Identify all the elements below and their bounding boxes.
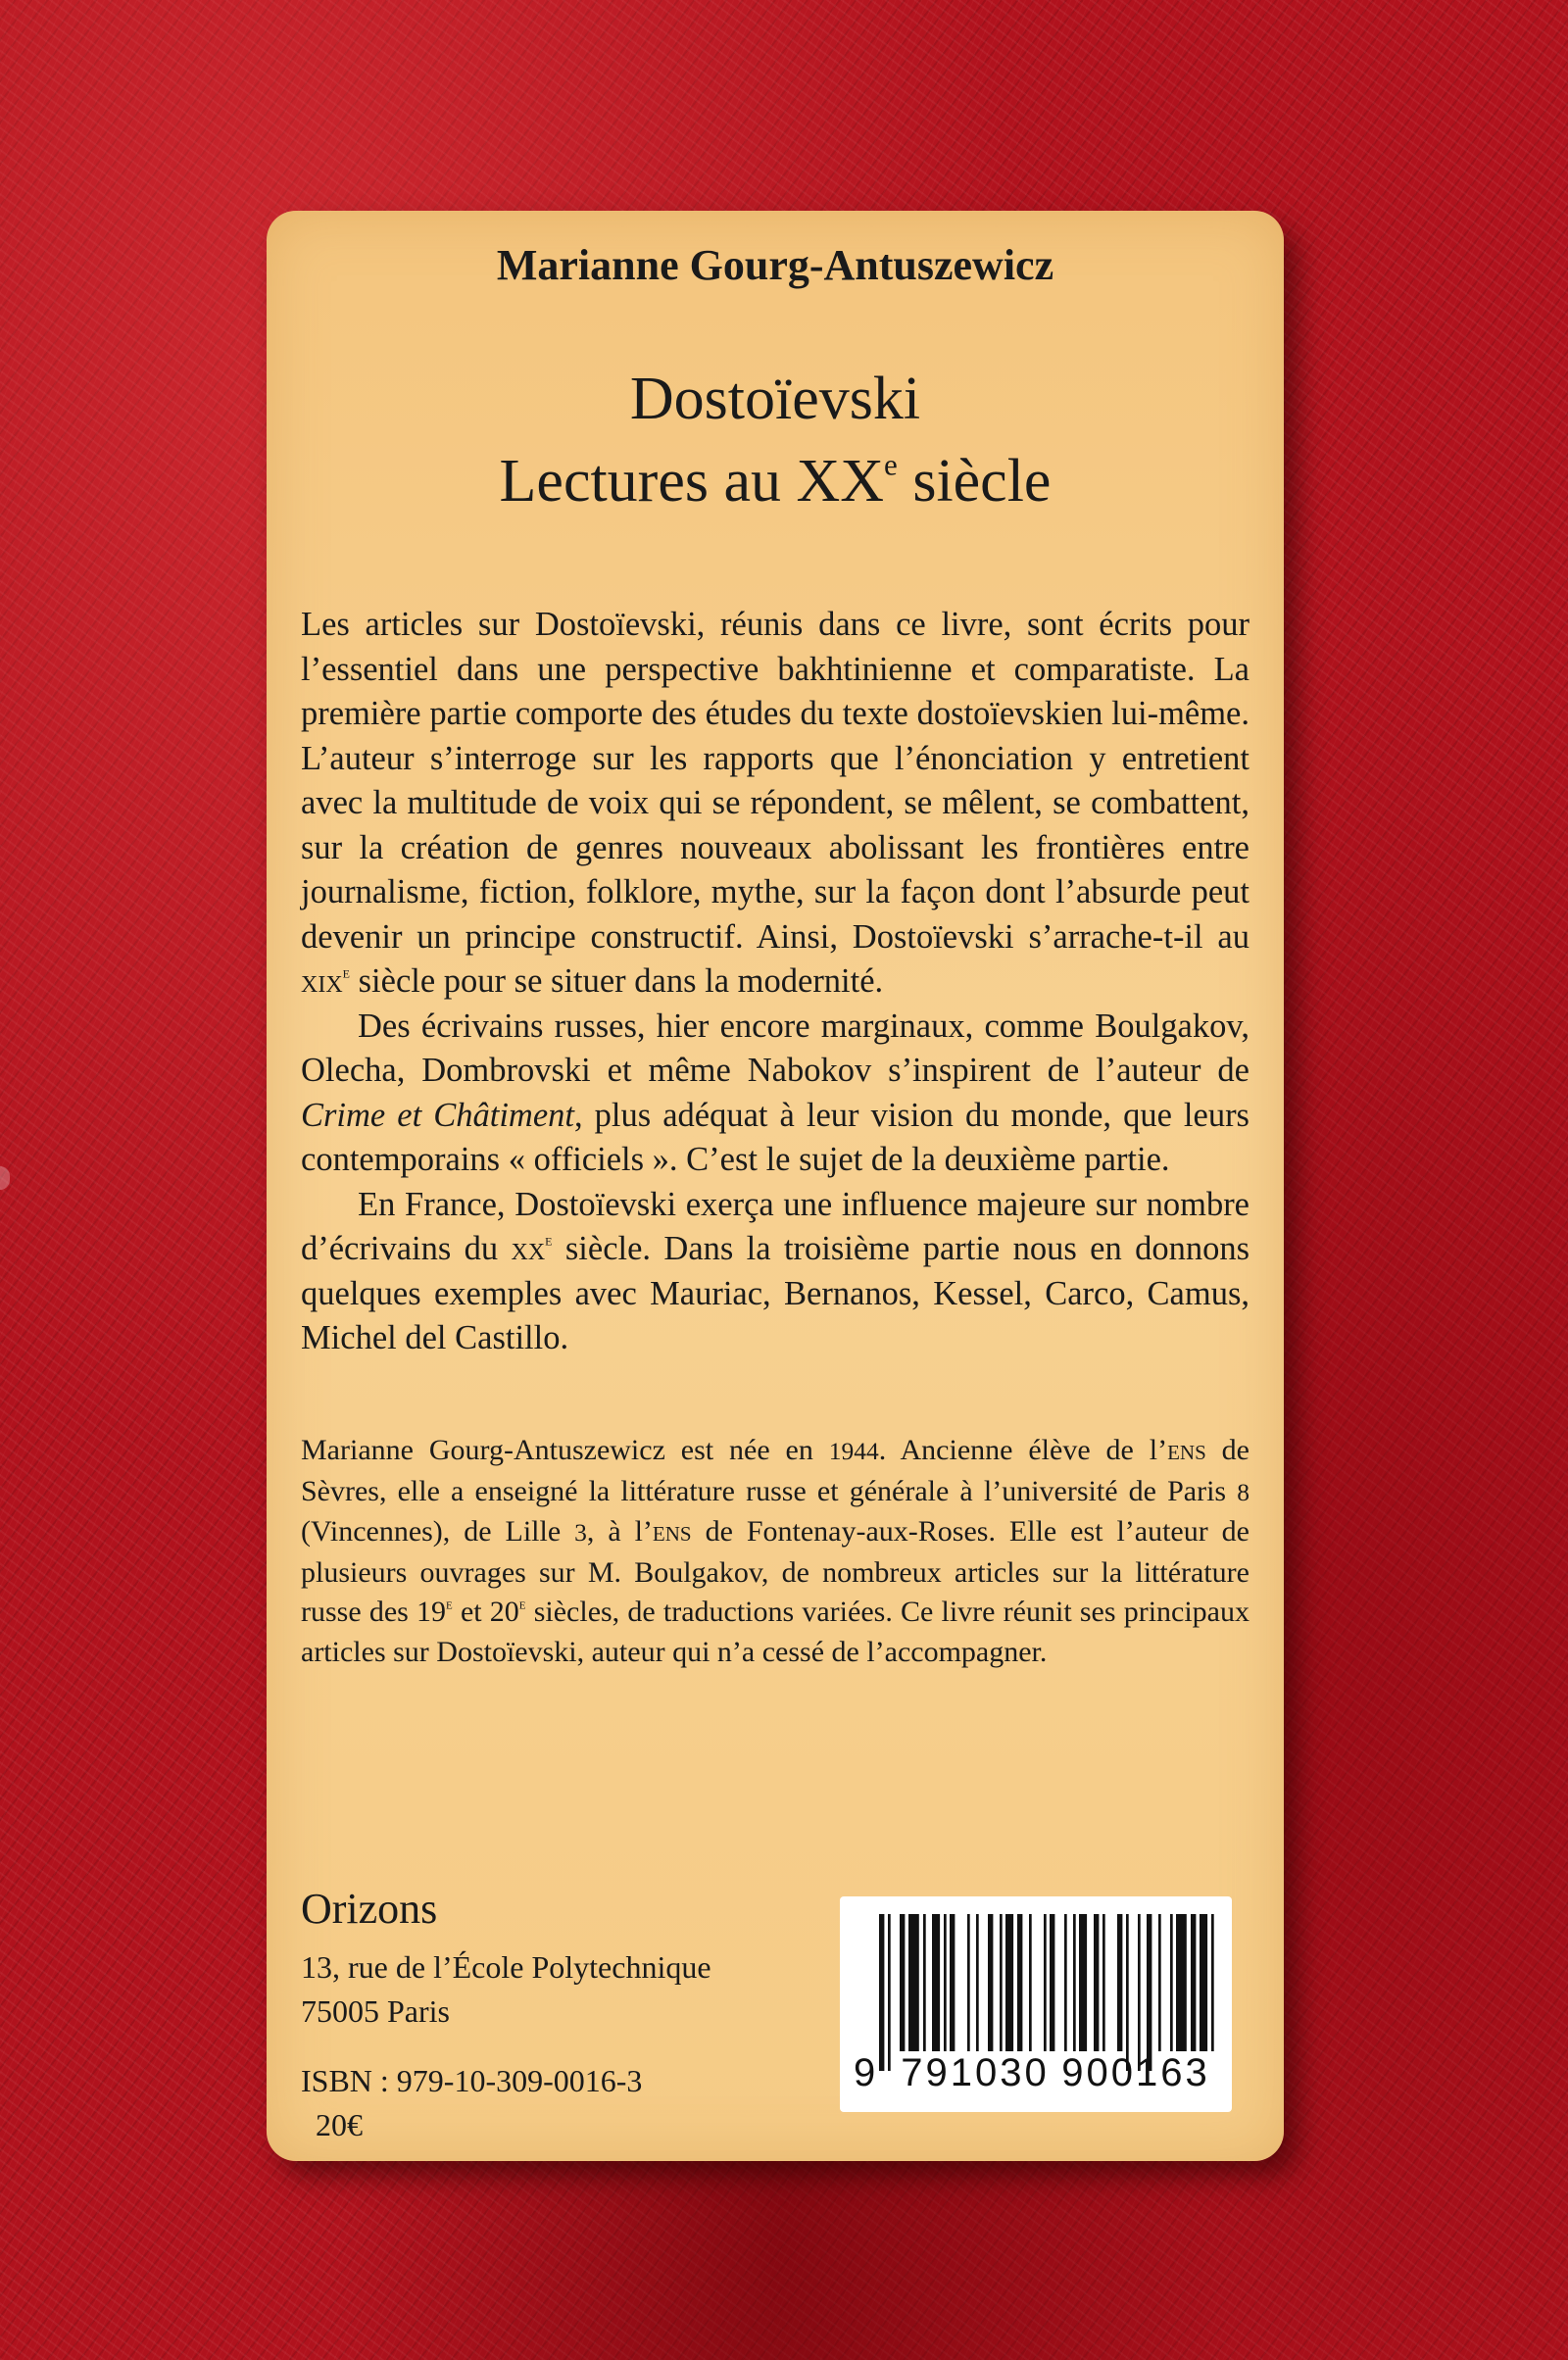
bio-text-g: et — [452, 1596, 490, 1628]
barcode-bar — [1005, 1914, 1013, 2051]
title-superscript: e — [884, 447, 898, 482]
summary-p3-text-b: siècle. Dans la troisième partie nous en donnons quelques exemples avec Mauriac, Bernanos, Kessel, Carco, Camus, Michel del Castillo. — [301, 1230, 1250, 1356]
bio-ens-1: ens — [1167, 1434, 1206, 1466]
summary-paragraph-1 — [301, 603, 1250, 1005]
barcode-bar — [1102, 1914, 1105, 2051]
publisher-name: Orizons — [301, 1885, 438, 1933]
bio-text-c: de Sèvres, elle a enseigné la littérature russe et générale à l’université de Paris — [301, 1434, 1250, 1507]
summary-p2-text-b: , plus adéquat à leur vision du monde, que leurs contemporains « officiels ». C’est le sujet de la deuxième partie. — [301, 1096, 1250, 1178]
back-cover-panel — [267, 211, 1284, 2161]
summary-p3-text-a: En France, Dostoïevski exerça une influence majeure sur nombre d’écrivains du — [301, 1185, 1250, 1267]
bio-20th — [490, 1596, 526, 1628]
barcode-bar — [1044, 1914, 1047, 2051]
barcode-bar — [1158, 1914, 1161, 2051]
barcode-bar — [900, 1914, 905, 2051]
author-name: Marianne Gourg-Antuszewicz — [496, 241, 1054, 289]
bio-text-b: . Ancienne élève de l’ — [878, 1434, 1168, 1466]
bio-text-e: , à l’ — [586, 1515, 653, 1548]
isbn: ISBN : 979-10-309-0016-3 — [301, 2063, 643, 2098]
title-line-2-prefix: Lectures au XX — [499, 448, 885, 515]
barcode-bar — [879, 1914, 884, 2071]
bio-text-d: (Vincennes), de Lille — [301, 1515, 575, 1548]
bio-text-a: Marianne Gourg-Antuszewicz est née en — [301, 1434, 829, 1466]
barcode-bar — [1126, 1914, 1129, 2071]
bio-birth-year: 1944 — [828, 1437, 879, 1465]
barcode-bar — [950, 1914, 955, 2051]
address-line-1: 13, rue de l’École Polytechnique — [301, 1949, 711, 1985]
bio-19-text: 19 — [416, 1596, 447, 1628]
barcode-first-digit: 9 — [854, 2051, 879, 2094]
bio-text-f: de Fontenay-aux-Roses. Elle est l’auteur de plusieurs ouvrages sur M. Boulgakov, de nombreux articles sur la littérature russe des — [301, 1515, 1250, 1628]
summary-p2-text-a: Des écrivains russes, hier encore marginaux, comme Boulgakov, Olecha, Dombrovski et même Nabokov s’inspirent de l’auteur de — [301, 1007, 1250, 1089]
title-line-2-suffix: siècle — [897, 448, 1052, 515]
century-xx-sup: e — [545, 1230, 553, 1250]
summary-paragraph-3 — [301, 1183, 1250, 1361]
barcode-bar — [1191, 1914, 1196, 2051]
barcode-bar — [1176, 1914, 1187, 2051]
barcode-bar — [1147, 1914, 1152, 2071]
author-biography — [301, 1431, 1250, 1672]
price: 20€ — [316, 2107, 363, 2142]
bio-20-text: 20 — [489, 1596, 519, 1628]
barcode-bar — [1200, 1914, 1207, 2051]
bio-19-sup: e — [446, 1597, 453, 1613]
cover-edge-mark — [0, 1166, 10, 1190]
bio-20-sup: e — [518, 1597, 526, 1613]
book-reference-crime-et-chatiment: Crime et Châtiment — [301, 1096, 574, 1134]
book-title — [267, 358, 1284, 522]
barcode-bar — [1000, 1914, 1003, 2051]
barcode-bar — [944, 1914, 947, 2051]
barcode-bar — [1211, 1914, 1214, 2051]
barcode-bar — [1170, 1914, 1173, 2051]
barcode-bar — [888, 1914, 891, 2071]
bio-lille-number: 3 — [574, 1518, 587, 1547]
barcode-digits — [854, 2051, 1218, 2095]
century-xix-text: xix — [301, 962, 343, 1000]
barcode-bar — [1079, 1914, 1087, 2051]
book-summary — [301, 603, 1250, 1361]
address-line-2: 75005 Paris — [301, 1993, 450, 2029]
publisher-address — [301, 1945, 711, 2034]
summary-p1-text-b: siècle pour se situer dans la modernité. — [350, 962, 884, 1000]
isbn-barcode — [840, 1896, 1232, 2112]
barcode-left-group: 791030 — [901, 2051, 1050, 2094]
barcode-bar — [1138, 1914, 1141, 2071]
barcode-bar — [1094, 1914, 1099, 2051]
century-xx — [512, 1230, 553, 1267]
bio-19th — [416, 1596, 453, 1628]
barcode-bar — [923, 1914, 926, 2051]
barcode-bar — [932, 1914, 940, 2051]
summary-paragraph-2 — [301, 1005, 1250, 1183]
barcode-bar — [1017, 1914, 1022, 2051]
century-xix-sup: e — [342, 962, 350, 982]
barcode-bar — [1117, 1914, 1122, 2051]
barcode-bar — [967, 1914, 970, 2051]
bio-paragraph — [301, 1431, 1250, 1672]
barcode-right-group: 900163 — [1061, 2051, 1210, 2094]
bio-ens-2: ens — [652, 1515, 692, 1548]
barcode-bar — [1029, 1914, 1032, 2051]
summary-p1-text-a: Les articles sur Dostoïevski, réunis dans ce livre, sont écrits pour l’essentiel dans une perspective bakhtinienne et comparatiste. La première partie comporte des études du texte dostoïevskien lui-même. L’auteur s’interroge sur les rapports que l’énonciation y entretient avec la multitude de voix qui se répondent, se mêlent, se combattent, sur la création de genres nouveaux abolissant les frontières entre journalisme, fiction, folklore, mythe, sur la façon dont l’absurde peut devenir un principe constructif. Ainsi, Dostoïevski s’arrache-t-il au — [301, 606, 1250, 956]
title-line-1: Dostoïevski — [629, 366, 921, 432]
bio-paris-number: 8 — [1237, 1477, 1250, 1506]
barcode-bar — [1064, 1914, 1067, 2051]
century-xx-text: xx — [511, 1230, 546, 1267]
bio-text-h: siècles, de traductions variées. Ce livre réunit ses principaux articles sur Dostoïevski, auteur qui n’a cessé de l’accompagner. — [301, 1596, 1250, 1668]
barcode-bar — [976, 1914, 979, 2051]
barcode-bar — [1073, 1914, 1076, 2051]
century-xix — [301, 962, 350, 1000]
barcode-bar — [908, 1914, 919, 2051]
barcode-bar — [988, 1914, 993, 2051]
barcode-bar — [1050, 1914, 1054, 2051]
title-line-2 — [500, 448, 1052, 515]
